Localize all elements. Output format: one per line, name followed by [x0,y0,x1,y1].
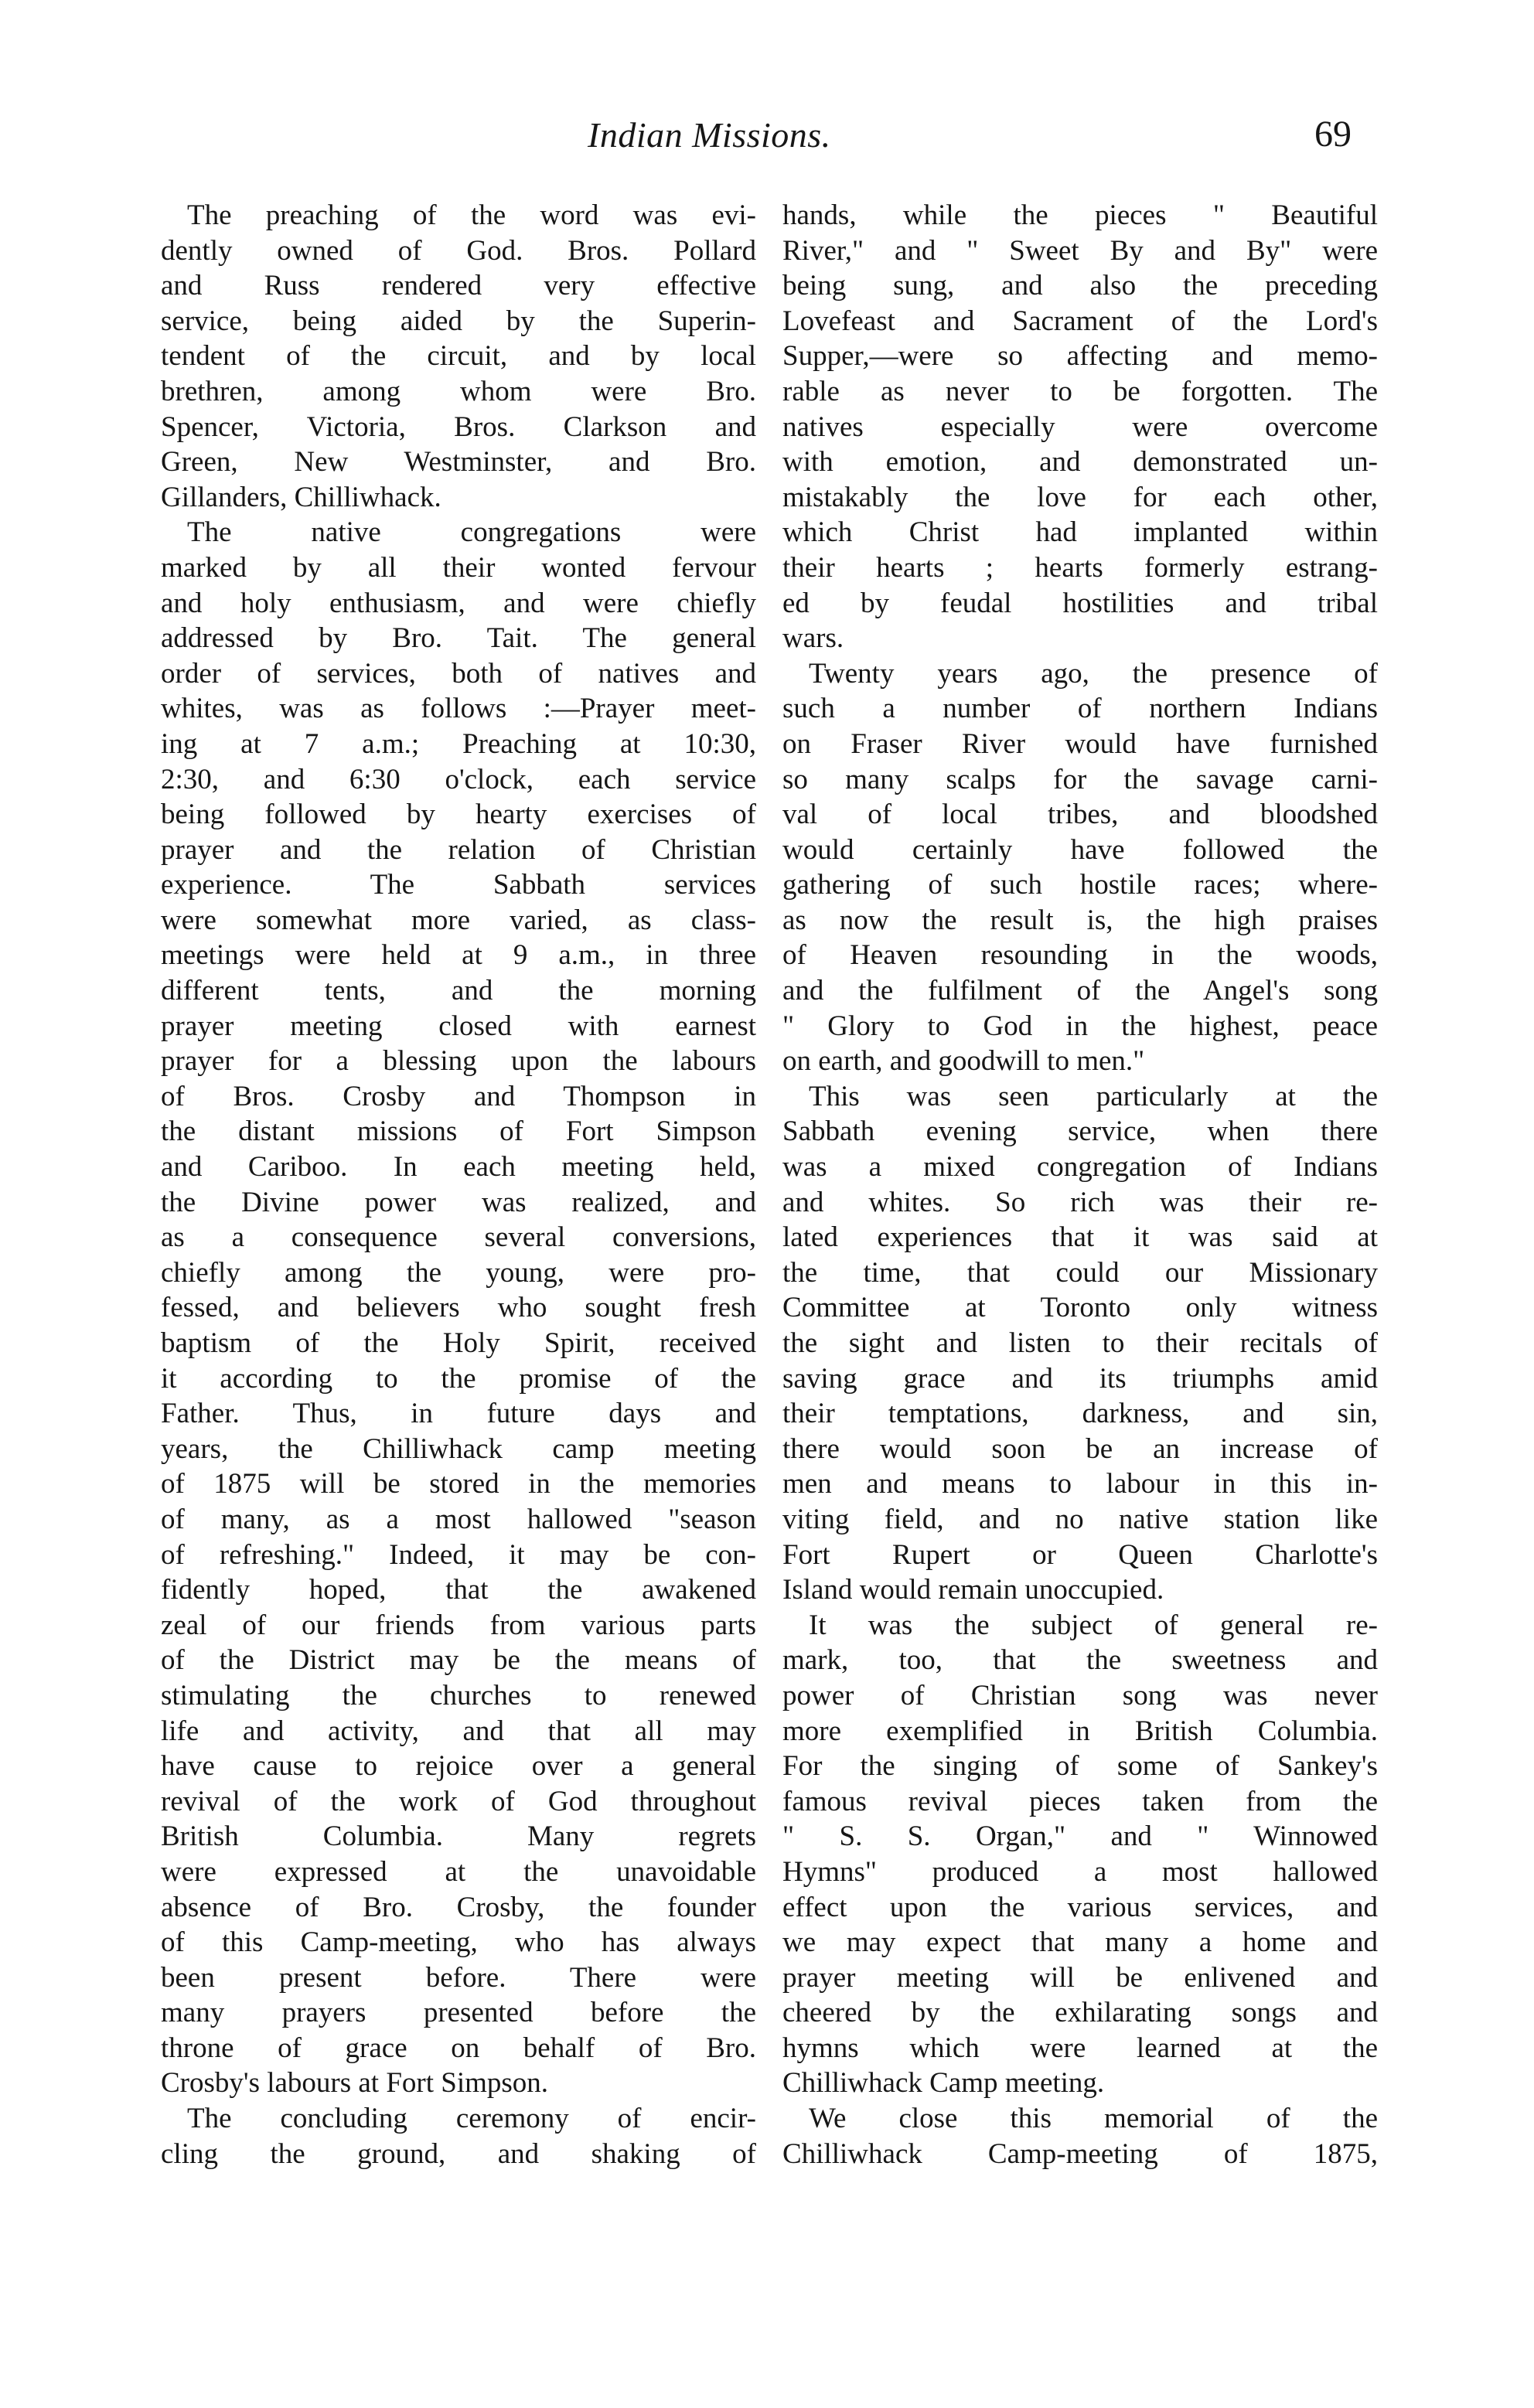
text-line: there would soon be an increase of [782,1432,1378,1465]
right-text-column [782,198,1378,2171]
text-line: hymns which were learned at the [782,2032,1378,2064]
text-line: Supper,—were so affecting and memo- [782,340,1378,373]
text-line: stimulating the churches to renewed [161,1679,756,1711]
text-line: Green, New Westminster, and Bro. [161,446,756,479]
text-line: which Christ had implanted within [782,516,1378,549]
text-line: Committee at Toronto only witness [782,1292,1378,1324]
text-line: hands, while the pieces " Beautiful [782,199,1378,231]
text-line: the Divine power was realized, and [161,1186,756,1218]
text-line: Crosby's labours at Fort Simpson. [161,2067,549,2100]
text-line: prayer meeting will be enlivened and [782,1961,1378,1994]
text-line: The native congregations were [187,516,756,549]
text-line: many prayers presented before the [161,1997,756,2029]
text-line: as now the result is, the high praises [782,904,1378,936]
text-line: revival of the work of God throughout [161,1785,756,1817]
text-line: ed by feudal hostilities and tribal [782,587,1378,619]
text-line: The concluding ceremony of encir- [187,2103,756,2135]
text-line: their hearts ; hearts formerly estrang- [782,551,1378,584]
text-line: natives especially were overcome [782,410,1378,443]
text-line: experience. The Sabbath services [161,869,756,901]
text-line: fidently hoped, that the awakened [161,1574,756,1606]
text-line: were expressed at the unavoidable [161,1855,756,1888]
text-line: Chilliwhack Camp meeting. [782,2067,1105,2100]
text-line: lated experiences that it was said at [782,1221,1378,1254]
text-line: Father. Thus, in future days and [161,1398,756,1430]
text-line: " S. S. Organ," and " Winnowed [782,1820,1378,1853]
text-line: chiefly among the young, were pro- [161,1256,756,1289]
text-line: and Russ rendered very effective [161,270,756,302]
text-line: gathering of such hostile races; where- [782,869,1378,901]
text-line: viting field, and no native station like [782,1503,1378,1535]
text-line: of this Camp-meeting, who has always [161,1926,756,1959]
text-line: as a consequence several conversions, [161,1221,756,1254]
text-line: of Bros. Crosby and Thompson in [161,1080,756,1112]
text-line: of Heaven resounding in the woods, [782,939,1378,972]
text-line: 2:30, and 6:30 o'clock, each service [161,763,756,795]
text-line: " Glory to God in the highest, peace [782,1010,1378,1042]
text-line: whites, was as follows :—Prayer meet- [161,693,756,725]
text-line: baptism of the Holy Spirit, received [161,1327,756,1359]
text-line: with emotion, and demonstrated un- [782,446,1378,479]
text-line: men and means to labour in this in- [782,1468,1378,1500]
text-line: the distant missions of Fort Simpson [161,1115,756,1148]
text-line: fessed, and believers who sought fresh [161,1292,756,1324]
text-line: order of services, both of natives and [161,657,756,690]
text-line: and whites. So rich was their re- [782,1186,1378,1218]
text-line: mark, too, that the sweetness and [782,1644,1378,1677]
text-line: This was seen particularly at the [809,1080,1378,1112]
text-line: of many, as a most hallowed "season [161,1503,756,1535]
text-line: Gillanders, Chilliwhack. [161,481,441,513]
text-line: service, being aided by the Superin- [161,305,756,337]
text-line: rable as never to be forgotten. The [782,375,1378,407]
text-line: Sabbath evening service, when there [782,1115,1378,1148]
text-line: we may expect that many a home and [782,1926,1378,1959]
text-line: been present before. There were [161,1961,756,1994]
text-line: addressed by Bro. Tait. The general [161,622,756,655]
text-line: wars. [782,622,844,655]
text-line: For the singing of some of Sankey's [782,1750,1378,1783]
text-line: Twenty years ago, the presence of [809,657,1378,690]
text-line: marked by all their wonted fervour [161,551,756,584]
text-line: throne of grace on behalf of Bro. [161,2032,756,2064]
text-line: It was the subject of general re- [809,1609,1378,1641]
text-line: Lovefeast and Sacrament of the Lord's [782,305,1378,337]
text-line: and Cariboo. In each meeting held, [161,1151,756,1184]
text-line: years, the Chilliwhack camp meeting [161,1432,756,1465]
text-line: and holy enthusiasm, and were chiefly [161,587,756,619]
text-line: tendent of the circuit, and by local [161,340,756,373]
text-line: and the fulfilment of the Angel's song [782,975,1378,1007]
text-line: prayer and the relation of Christian [161,833,756,866]
running-head-title: Indian Missions. [588,115,831,155]
text-line: We close this memorial of the [809,2103,1378,2135]
text-line: British Columbia. Many regrets [161,1820,756,1853]
text-line: brethren, among whom were Bro. [161,375,756,407]
text-line: of refreshing." Indeed, it may be con- [161,1538,756,1571]
text-line: the sight and listen to their recitals of [782,1327,1378,1359]
text-line: absence of Bro. Crosby, the founder [161,1891,756,1923]
text-line: saving grace and its triumphs amid [782,1362,1378,1395]
text-line: on earth, and goodwill to men." [782,1045,1145,1078]
text-line: meetings were held at 9 a.m., in three [161,939,756,972]
text-line: The preaching of the word was evi- [187,199,756,231]
text-line: Chilliwhack Camp-meeting of 1875, [782,2137,1378,2170]
text-line: Fort Rupert or Queen Charlotte's [782,1538,1378,1571]
text-line: were somewhat more varied, as class- [161,904,756,936]
text-line: life and activity, and that all may [161,1715,756,1747]
text-line: Hymns" produced a most hallowed [782,1855,1378,1888]
text-line: River," and " Sweet By and By" were [782,234,1378,267]
text-line: cheered by the exhilarating songs and [782,1997,1378,2029]
text-line: of the District may be the means of [161,1644,756,1677]
text-line: val of local tribes, and bloodshed [782,799,1378,831]
text-line: of 1875 will be stored in the memories [161,1468,756,1500]
text-line: the time, that could our Missionary [782,1256,1378,1289]
text-line: it according to the promise of the [161,1362,756,1395]
text-line: have cause to rejoice over a general [161,1750,756,1783]
text-line: prayer for a blessing upon the labours [161,1045,756,1078]
text-line: would certainly have followed the [782,833,1378,866]
text-line: being followed by hearty exercises of [161,799,756,831]
text-line: was a mixed congregation of Indians [782,1151,1378,1184]
text-line: prayer meeting closed with earnest [161,1010,756,1042]
text-line: their temptations, darkness, and sin, [782,1398,1378,1430]
text-line: mistakably the love for each other, [782,481,1378,513]
text-line: dently owned of God. Bros. Pollard [161,234,756,267]
text-line: ing at 7 a.m.; Preaching at 10:30, [161,727,756,760]
text-line: famous revival pieces taken from the [782,1785,1378,1817]
text-line: zeal of our friends from various parts [161,1609,756,1641]
text-line: effect upon the various services, and [782,1891,1378,1923]
text-line: Spencer, Victoria, Bros. Clarkson and [161,410,756,443]
text-line: power of Christian song was never [782,1679,1378,1711]
text-line: so many scalps for the savage carni- [782,763,1378,795]
text-line: more exemplified in British Columbia. [782,1715,1378,1747]
text-line: Island would remain unoccupied. [782,1574,1164,1606]
text-line: being sung, and also the preceding [782,270,1378,302]
text-line: on Fraser River would have furnished [782,727,1378,760]
text-line: different tents, and the morning [161,975,756,1007]
page-number: 69 [1314,114,1352,155]
text-line: such a number of northern Indians [782,693,1378,725]
left-text-column [161,198,756,2171]
text-line: cling the ground, and shaking of [161,2137,756,2170]
